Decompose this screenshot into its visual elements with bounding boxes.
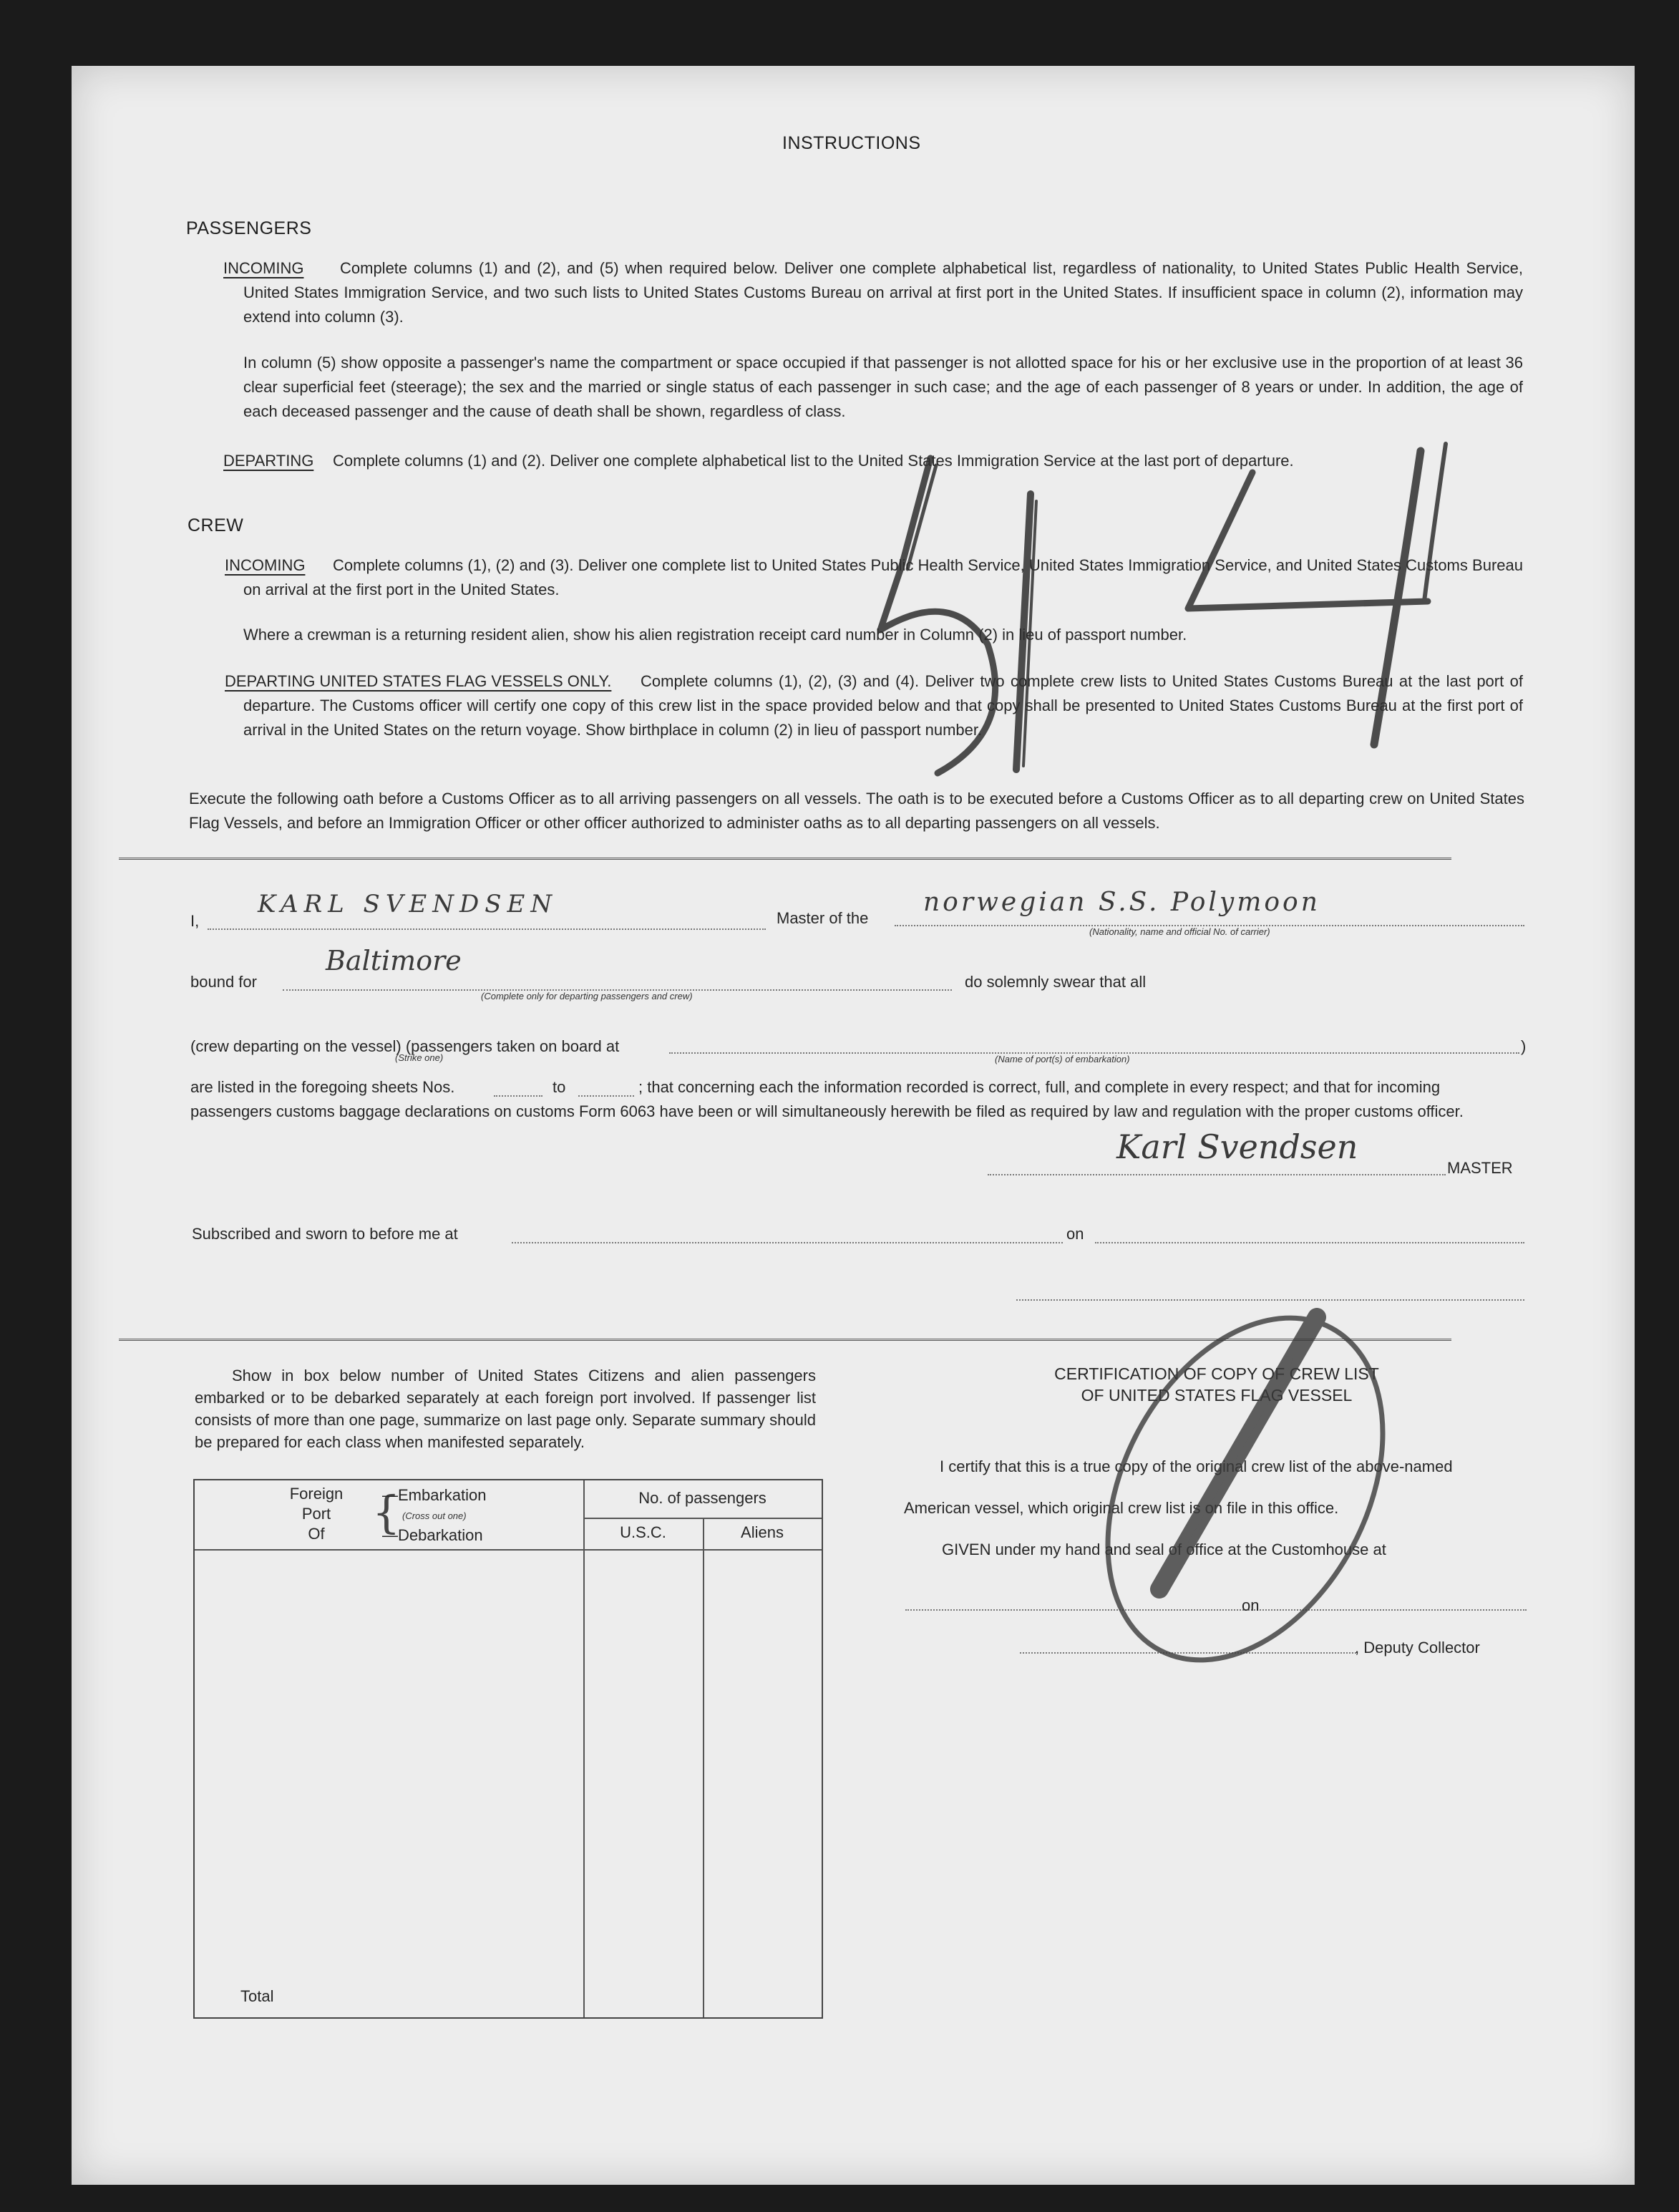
baggage-text: passengers customs baggage declarations on customs Form 6063 have been or will simultaneously herewith be filed as required by law and regulation with the proper customs officer. [190, 1102, 1464, 1120]
passengers-departing-text: Complete columns (1) and (2). Deliver one complete alphabetical list to the United States Immigration Service at the last port of departure. [333, 452, 1294, 470]
passengers-incoming-label: INCOMING [223, 259, 304, 277]
given-text: GIVEN under my hand and seal of office at the Customhouse at [942, 1541, 1386, 1558]
brace-icon: { [372, 1486, 401, 1538]
certification-title-line1: CERTIFICATION OF COPY OF CREW LIST [1054, 1364, 1379, 1383]
vessel-handwritten: norwegian S.S. Polymoon [923, 888, 1320, 917]
bound-for-label: bound for [190, 973, 257, 991]
destination-handwritten: Baltimore [326, 945, 462, 976]
passengers-departing-label: DEPARTING [223, 452, 314, 470]
passengers-incoming-text: Complete columns (1) and (2), and (5) when required below. Deliver one complete alphabetical list, regardless of nationality, to United States Public Health Service, United States Immigration Service, and two such lists to United States Customs Bureau on arrival at first port in the United States. If insufficient space in column (2), information may extend into column (3). [243, 259, 1523, 326]
cross-out-caption: (Cross out one) [402, 1510, 467, 1521]
certify-text: I certify that this is a true copy of the original crew list of the above-named [940, 1457, 1453, 1475]
total-label: Total [240, 1987, 274, 2005]
passengers-column5-text: In column (5) show opposite a passenger's name the compartment or space occupied if that passenger is not allotted space for his or her exclusive use in the proportion of at least 36 clear superficial feet (steerage); the sex and the married or single status of each passenger in such case; and the age of each passenger of 8 years or under. In addition, the age of each deceased passenger and the cause of death shall be shown, regardless of class. [243, 354, 1523, 420]
ports-caption: (Name of port(s) of embarkation) [995, 1054, 1130, 1064]
passengers-heading: PASSENGERS [186, 218, 312, 238]
crew-heading: CREW [188, 515, 244, 535]
crew-departing-text-line: (crew departing on the vessel) (passengers taken on board at [190, 1037, 620, 1055]
crew-departing-text: Complete columns (1), (2), (3) and (4). Deliver two complete crew lists to United States Customs Bureau at the last port of departure. The Customs officer will certify one copy of this crew list in the space provided below and that copy shall be presented to United States Customs Bureau at the first port of arrival in the United States on the return voyage. Show birthplace in column (2) in lieu of passport number. [243, 672, 1523, 739]
crew-incoming-text: Complete columns (1), (2) and (3). Deliver one complete list to United States Public Health Service, United States Immigration Service, and United States Customs Bureau on arrival at the first port in the United States. [243, 556, 1523, 598]
strike-caption: (Strike one) [395, 1052, 444, 1063]
summary-instructions: Show in box below number of United States Citizens and alien passengers embarked or to be debarked separately at each foreign port involved. If passenger list consists of more than one page, summarize on last page only. Separate summary should be prepared for each class when manifested separately. [195, 1367, 816, 1451]
master-of-label: Master of the [777, 909, 869, 927]
oath-intro: Execute the following oath before a Customs Officer as to all arriving passengers on all vessels. The oath is to be executed before a Customs Officer as to all departing crew on United States Flag Vessels, and before an Immigration Officer or other officer authorized to administer oaths as to all departing passengers on all vessels. [189, 790, 1524, 832]
swear-text: do solemnly swear that all [965, 973, 1147, 991]
close-paren: ) [1521, 1037, 1527, 1055]
port-header-line3: Of [308, 1525, 325, 1543]
page-title: INSTRUCTIONS [782, 133, 921, 153]
master-name-handwritten: KARL SVENDSEN [258, 890, 558, 918]
aliens-header: Aliens [741, 1523, 784, 1541]
vessel-caption: (Nationality, name and official No. of carrier) [1089, 926, 1270, 937]
certification-on-label: on [1242, 1596, 1260, 1614]
master-signature: Karl Svendsen [1116, 1127, 1358, 1166]
oath-i-label: I, [190, 912, 200, 930]
sheets-post: ; that concerning each the information recorded is correct, full, and complete in every respect; and that for incoming [638, 1078, 1441, 1096]
embarkation-label: —Embarkation [382, 1486, 487, 1504]
crew-alien-text: Where a crewman is a returning resident alien, show his alien registration receipt card number in Column (2) in lieu of passport number. [243, 626, 1187, 644]
crew-departing-label: DEPARTING UNITED STATES FLAG VESSELS ONLY. [225, 672, 612, 690]
destination-caption: (Complete only for departing passengers and crew) [481, 991, 693, 1001]
passengers-header: No. of passengers [638, 1489, 766, 1507]
crew-incoming-label: INCOMING [225, 556, 306, 574]
deputy-collector-label: , Deputy Collector [1355, 1639, 1480, 1656]
american-vessel-text: American vessel, which original crew list is on file in this office. [904, 1499, 1339, 1517]
subscribed-label: Subscribed and sworn to before me at [192, 1225, 458, 1243]
master-label: MASTER [1447, 1159, 1513, 1177]
certification-title-line2: OF UNITED STATES FLAG VESSEL [1081, 1386, 1353, 1405]
subscribed-on-label: on [1066, 1225, 1084, 1243]
usc-header: U.S.C. [620, 1523, 666, 1541]
port-header-line2: Port [301, 1505, 331, 1523]
port-header-line1: Foreign [289, 1485, 344, 1503]
sheets-to: to [553, 1078, 566, 1096]
sheets-pre: are listed in the foregoing sheets Nos. [190, 1078, 455, 1096]
debarkation-label: —Debarkation [382, 1526, 483, 1544]
